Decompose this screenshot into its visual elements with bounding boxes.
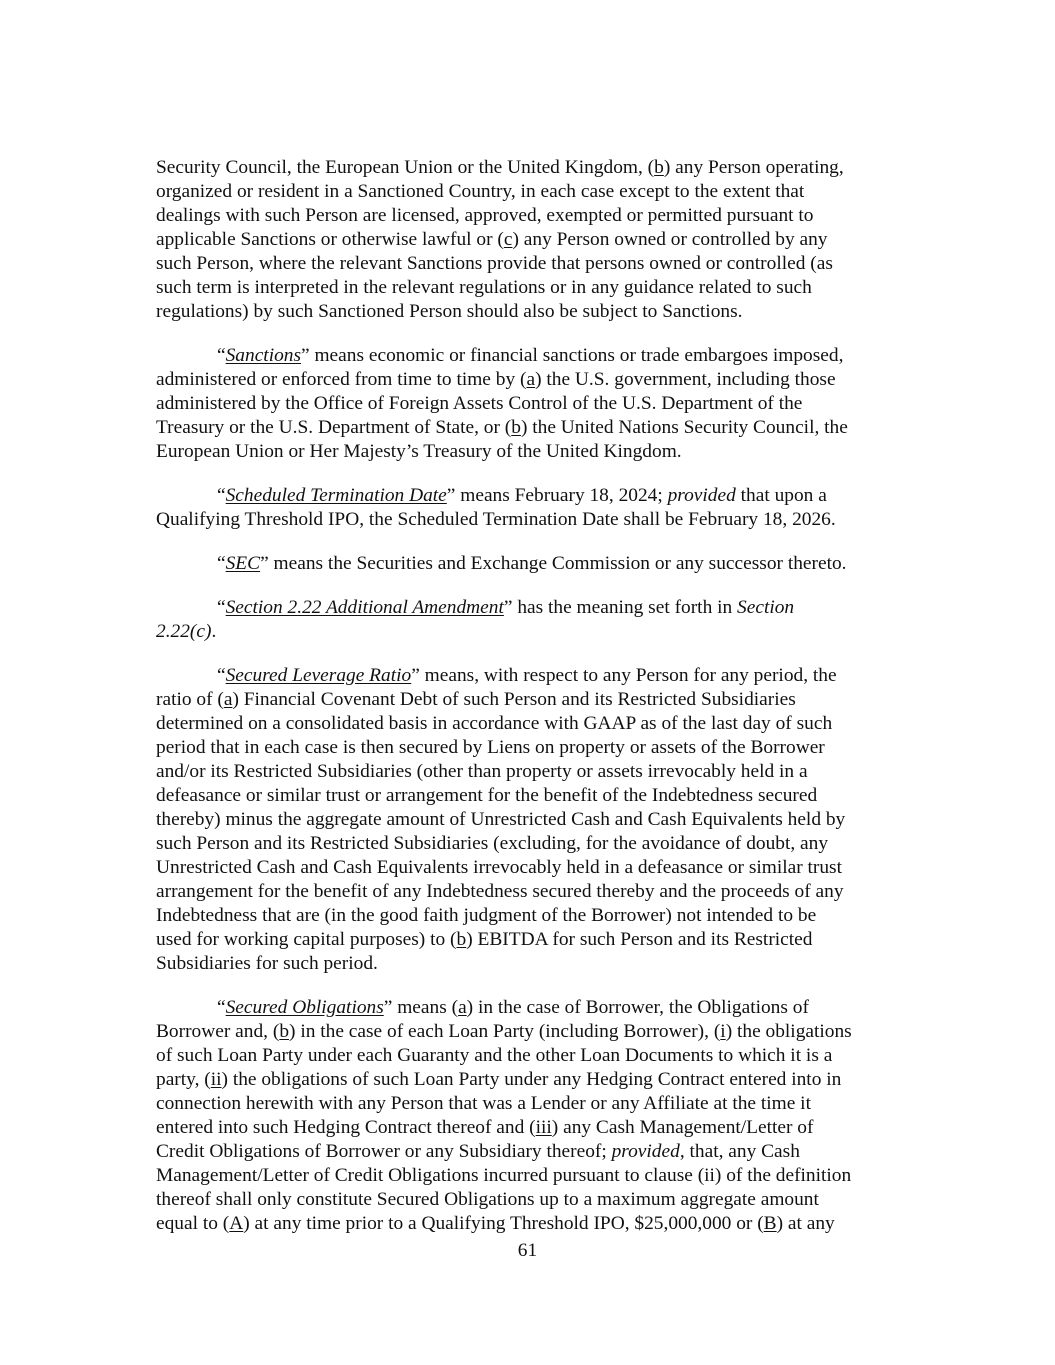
clause-marker: i [720,1021,726,1042]
text-run: determined on a consolidated basis in accordance with GAAP as of the last day of such [156,713,833,734]
text-run: ratio of ( [156,689,224,710]
defined-term: SEC [225,553,261,574]
text-run: used for working capital purposes) to ( [156,929,457,950]
text-line [156,228,904,252]
text-run: “ [217,553,226,574]
definition-section-2-22-additional-amendment [156,596,904,644]
text-run: regulations) by such Sanctioned Person should also be subject to Sanctions. [156,301,743,322]
definition-secured-leverage-ratio [156,664,904,976]
text-line [156,784,904,808]
clause-marker: b [654,157,664,178]
clause-marker: c [503,229,513,250]
clause-marker: B [763,1213,777,1234]
text-run: Qualifying Threshold IPO, the Scheduled Termination Date shall be February 18, 2026. [156,509,836,530]
text-line [156,1164,904,1188]
italic-text: 2.22(c) [156,621,212,642]
text-run: ) Financial Covenant Debt of such Person and its Restricted Subsidiaries [232,689,796,710]
clause-marker: a [526,369,536,390]
text-run: organized or resident in a Sanctioned Country, in each case except to the extent that [156,181,805,202]
text-run: ) the obligations of such Loan Party under any Hedging Contract entered into in [221,1069,842,1090]
clause-marker: b [279,1021,290,1042]
text-line [156,1140,904,1164]
italic-text: provided [667,485,736,506]
clause-marker: A [229,1213,244,1234]
text-line [156,1044,904,1068]
text-line [156,1020,904,1044]
text-run: of such Loan Party under each Guaranty and the other Loan Documents to which it is a [156,1045,833,1066]
text-line [156,808,904,832]
text-run: ” means ( [383,997,459,1018]
text-run: ) EBITDA for such Person and its Restricted [466,929,813,950]
text-line [156,416,904,440]
text-run: ) any Person operating, [663,157,844,178]
text-run: ” means, with respect to any Person for any period, the [411,665,837,686]
text-run: ) any Person owned or controlled by any [512,229,828,250]
text-line [156,180,904,204]
text-line [156,300,904,324]
text-run: such Person and its Restricted Subsidiaries (excluding, for the avoidance of doubt, any [156,833,829,854]
text-run: ” means the Securities and Exchange Commission or any successor thereto. [260,553,847,574]
defined-term: Secured Leverage Ratio [225,665,412,686]
text-run: Subsidiaries for such period. [156,953,378,974]
text-run: Indebtedness that are (in the good faith judgment of the Borrower) not intended to be [156,905,817,926]
text-run: Treasury or the U.S. Department of State, or ( [156,417,512,438]
text-run: “ [217,997,226,1018]
text-line [156,712,904,736]
text-line [156,344,904,368]
text-line [156,1116,904,1140]
text-line [156,928,904,952]
italic-text: Section [737,597,795,618]
definition-sanctions [156,344,904,464]
text-line [156,996,904,1020]
text-line [156,856,904,880]
text-run: “ [217,665,226,686]
text-run: ) at any time prior to a Qualifying Threshold IPO, $25,000,000 or ( [243,1213,764,1234]
text-run: ) any Cash Management/Letter of [551,1117,814,1138]
text-run: dealings with such Person are licensed, approved, exempted or permitted pursuant to [156,205,814,226]
text-line [156,392,904,416]
text-line [156,440,904,464]
text-run: ” has the meaning set forth in [503,597,738,618]
text-run: period that in each case is then secured by Liens on property or assets of the Borrower [156,737,825,758]
text-line [156,1188,904,1212]
text-line [156,620,904,644]
text-run: . [211,621,217,642]
clause-marker: a [223,689,233,710]
text-run: ” means February 18, 2024; [446,485,668,506]
text-run: , that, any Cash [679,1141,800,1162]
text-run: “ [217,345,226,366]
text-run: ) in the case of Borrower, the Obligations of [466,997,809,1018]
text-run: European Union or Her Majesty’s Treasury of the United Kingdom. [156,441,682,462]
text-line [156,688,904,712]
text-run: ” means economic or financial sanctions or trade embargoes imposed, [301,345,844,366]
clause-marker: ii [210,1069,222,1090]
text-line [156,596,904,620]
text-line [156,484,904,508]
text-run: Credit Obligations of Borrower or any Subsidiary thereof; [156,1141,612,1162]
text-line [156,904,904,928]
definition-secured-obligations [156,996,904,1236]
text-run: ) in the case of each Loan Party (including Borrower), ( [289,1021,721,1042]
text-run: thereof shall only constitute Secured Obligations up to a maximum aggregate amount [156,1189,819,1210]
text-run: Security Council, the European Union or the United Kingdom, ( [156,157,655,178]
italic-text: provided [611,1141,680,1162]
text-run: Unrestricted Cash and Cash Equivalents irrevocably held in a defeasance or similar trust [156,857,842,878]
text-line [156,204,904,228]
document-body [156,156,904,1236]
clause-marker: a [458,997,467,1018]
text-line [156,664,904,688]
text-run: connection herewith with any Person that was a Lender or any Affiliate at the time it [156,1093,811,1114]
paragraph-sanctioned-person-continuation [156,156,904,324]
clause-marker: iii [535,1117,552,1138]
text-line [156,760,904,784]
text-run: administered by the Office of Foreign Assets Control of the U.S. Department of the [156,393,803,414]
text-run: defeasance or similar trust or arrangement for the benefit of the Indebtedness secured [156,785,818,806]
defined-term: Section 2.22 Additional Amendment [225,597,504,618]
text-line [156,368,904,392]
defined-term: Sanctions [225,345,302,366]
text-run: such Person, where the relevant Sanctions provide that persons owned or controlled (as [156,253,833,274]
defined-term: Scheduled Termination Date [225,485,447,506]
text-line [156,832,904,856]
text-run: thereby) minus the aggregate amount of Unrestricted Cash and Cash Equivalents held by [156,809,846,830]
text-run: “ [217,485,226,506]
page-number: 61 [517,1240,538,1261]
text-run: administered or enforced from time to time by ( [156,369,527,390]
text-line [156,252,904,276]
clause-marker: b [456,929,467,950]
text-line [156,552,904,576]
definition-sec [156,552,904,576]
text-line [156,1092,904,1116]
definition-scheduled-termination-date [156,484,904,532]
text-run: and/or its Restricted Subsidiaries (other than property or assets irrevocably held in a [156,761,808,782]
text-run: ) the obligations [725,1021,852,1042]
text-line [156,156,904,180]
text-line [156,952,904,976]
text-run: ) at any [776,1213,835,1234]
text-run: that upon a [735,485,827,506]
text-run: Management/Letter of Credit Obligations incurred pursuant to clause (ii) of the definition [156,1165,852,1186]
text-run: applicable Sanctions or otherwise lawful or ( [156,229,504,250]
text-line [156,736,904,760]
text-run: ) the United Nations Security Council, the [520,417,848,438]
defined-term: Secured Obligations [225,997,384,1018]
text-run: equal to ( [156,1213,230,1234]
text-run: arrangement for the benefit of any Indebtedness secured thereby and the proceeds of any [156,881,844,902]
text-run: “ [217,597,226,618]
text-line [156,276,904,300]
text-line [156,1212,904,1236]
clause-marker: b [511,417,521,438]
text-line [156,880,904,904]
text-run: entered into such Hedging Contract thereof and ( [156,1117,536,1138]
text-run: ) the U.S. government, including those [535,369,836,390]
text-line [156,1068,904,1092]
text-run: party, ( [156,1069,211,1090]
text-run: such term is interpreted in the relevant regulations or in any guidance related to such [156,277,812,298]
text-line [156,508,904,532]
text-run: Borrower and, ( [156,1021,280,1042]
